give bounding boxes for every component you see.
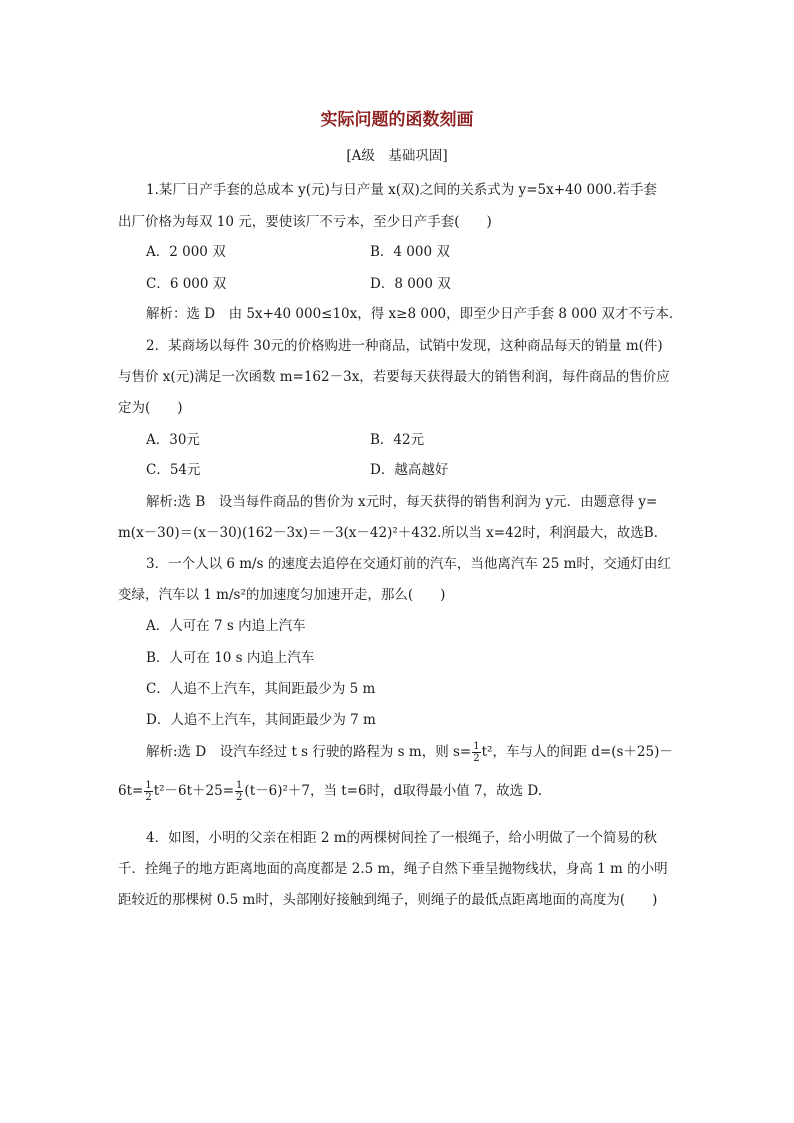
fraction-half <box>144 780 152 803</box>
fraction-denominator: 2 <box>145 792 152 803</box>
q2-line-1: 2．某商场以每件 30元的价格购进一种商品，试销中发现，这种商品每天的销量 m(件) <box>146 338 663 354</box>
q4-line-1: 4．如图，小明的父亲在相距 2 m的两棵树间拴了一根绳子，给小明做了一个简易的秋 <box>146 830 658 846</box>
q4-line-2: 千．拴绳子的地方距离地面的高度都是 2.5 m，绳子自然下垂呈抛物线状，身高 1 m 的小明 <box>118 861 668 877</box>
fraction-denominator: 2 <box>236 792 243 803</box>
fraction-numerator: 1 <box>236 780 243 791</box>
q3-option-a: A．人可在 7 s 内追上汽车 <box>146 618 306 634</box>
q2-solution-line-1: 解析:选 B 设当每件商品的售价为 x元时，每天获得的销售利润为 y元．由题意得 y= <box>146 494 658 510</box>
q3-option-c: C．人追不上汽车，其间距最少为 5 m <box>146 681 376 697</box>
q1-option-a: A．2 000 双 <box>146 244 226 260</box>
fraction-half <box>235 780 243 803</box>
q2-option-a: A．30元 <box>146 432 200 448</box>
q1-line-1: 1.某厂日产手套的总成本 y(元)与日产量 x(双)之间的关系式为 y=5x+40 000.若手套 <box>146 182 658 198</box>
q3-option-b: B．人可在 10 s 内追上汽车 <box>146 650 315 666</box>
q1-option-b: B．4 000 双 <box>370 244 450 260</box>
fraction-half <box>472 741 480 764</box>
q4-line-3: 距较近的那棵树 0.5 m时，头部刚好接触到绳子，则绳子的最低点距离地面的高度为( ) <box>118 892 658 908</box>
q3-line-2: 变绿，汽车以 1 m/s²的加速度匀加速开走，那么( ) <box>118 587 446 603</box>
q2-solution-line-2: m(x－30)＝(x－30)(162－3x)＝－3(x－42)²＋432.所以当 x=42时，利润最大，故选B. <box>118 525 658 541</box>
q3-solution-2c: (t－6)²＋7，当 t=6时，d取得最小值 7，故选 D. <box>244 783 543 799</box>
q3-option-d: D．人追不上汽车，其间距最少为 7 m <box>146 712 376 728</box>
q3-line-1: 3．一个人以 6 m/s 的速度去追停在交通灯前的汽车，当他离汽车 25 m时，交通灯由红 <box>146 556 671 572</box>
q2-option-c: C．54元 <box>146 462 201 478</box>
fraction-numerator: 1 <box>473 741 480 752</box>
q3-solution-2a: 6t= <box>118 783 144 799</box>
q2-option-b: B．42元 <box>370 432 425 448</box>
q1-option-d: D．8 000 双 <box>370 276 451 292</box>
fraction-numerator: 1 <box>145 780 152 791</box>
section-level: [A级 基础巩固] <box>346 148 448 164</box>
q3-solution-line-1 <box>146 740 706 764</box>
q3-solution-1b: t²，车与人的间距 d=(s＋25)－ <box>481 744 673 760</box>
q2-line-3: 定为( ) <box>118 400 183 416</box>
fraction-denominator: 2 <box>473 753 480 764</box>
page-title: 实际问题的函数刻画 <box>320 110 474 130</box>
q3-solution-line-2 <box>118 779 678 803</box>
q3-solution-1a: 解析:选 D 设汽车经过 t s 行驶的路程为 s m，则 s= <box>146 744 472 760</box>
q1-line-2: 出厂价格为每双 10 元，要使该厂不亏本，至少日产手套( ) <box>118 214 492 230</box>
q3-solution-2b: t²－6t＋25= <box>153 783 235 799</box>
q2-option-d: D．越高越好 <box>370 462 449 478</box>
q1-solution: 解析：选 D 由 5x+40 000≤10x，得 x≥8 000，即至少日产手套 8 000 双才不亏本． <box>146 306 683 322</box>
q1-option-c: C．6 000 双 <box>146 276 227 292</box>
q2-line-2: 与售价 x(元)满足一次函数 m=162－3x，若要每天获得最大的销售利润，每件商品的售价应 <box>118 369 670 385</box>
